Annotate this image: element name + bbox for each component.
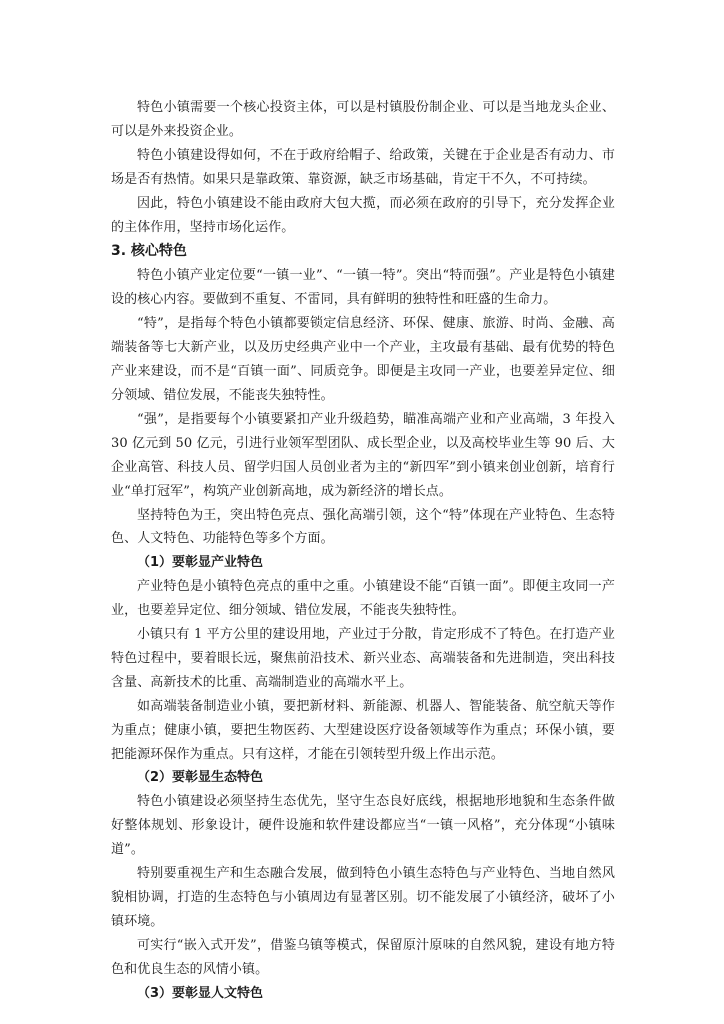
document-body xyxy=(111,96,615,1006)
subheading-ecology: （2）要彰显生态特色 xyxy=(137,770,264,786)
paragraph: 因此，特色小镇建设不能由政府大包大揽，而必须在政府的引导下，充分发挥企业的主体作用，坚持市场化运作。 xyxy=(111,195,615,235)
section-heading-core: 3. 核心特色 xyxy=(111,243,187,260)
paragraph: 坚持特色为王，突出特色亮点、强化高端引领，这个“特”体现在产业特色、生态特色、人文特色、功能特色等多个方面。 xyxy=(111,507,615,547)
paragraph: 如高端装备制造业小镇，要把新材料、新能源、机器人、智能装备、航空航天等作为重点；健康小镇，要把生物医药、大型建设医疗设备领域等作为重点；环保小镇，要把能源环保作为重点。只有这样，才能在引领转型升级上作出示范。 xyxy=(111,698,615,762)
subheading-culture: （3）要彰显人文特色 xyxy=(137,985,264,1001)
paragraph: “特”，是指每个特色小镇都要锁定信息经济、环保、健康、旅游、时尚、金融、高端装备等七大新产业，以及历史经典产业中一个产业，主攻最有基础、最有优势的特色产业来建设，而不是“百镇一面”、同质竞争。即便是主攻同一产业，也要差异定位、细分领域、错位发展，不能丧失独特性。 xyxy=(111,316,615,403)
paragraph: 特色小镇产业定位要“一镇一业”、“一镇一特”。突出“特而强”。产业是特色小镇建设的核心内容。要做到不重复、不雷同，具有鲜明的独特性和旺盛的生命力。 xyxy=(111,268,615,308)
paragraph: 小镇只有 1 平方公里的建设用地，产业过于分散，肯定形成不了特色。在打造产业特色过程中，要着眼长远，聚焦前沿技术、新兴业态、高端装备和先进制造，突出科技含量、高新技术的比重、高端制造业的高端水平上。 xyxy=(111,627,615,690)
paragraph: 特色小镇建设得如何，不在于政府给帽子、给政策，关键在于企业是否有动力、市场是否有热情。如果只是靠政策、靠资源，缺乏市场基础，肯定干不久，不可持续。 xyxy=(111,147,615,187)
paragraph: 特色小镇需要一个核心投资主体，可以是村镇股份制企业、可以是当地龙头企业、可以是外来投资企业。 xyxy=(111,100,615,139)
paragraph: 特别要重视生产和生态融合发展，做到特色小镇生态特色与产业特色、当地自然风貌相协调，打造的生态特色与小镇周边有显著区别。切不能发展了小镇经济，破坏了小镇环境。 xyxy=(111,866,615,929)
subheading-industry: （1）要彰显产业特色 xyxy=(137,555,264,571)
paragraph: 特色小镇建设必须坚持生态优先，坚守生态良好底线，根据地形地貌和生态条件做好整体规划、形象设计，硬件设施和软件建设都应当“一镇一风格”，充分体现“小镇味道”。 xyxy=(111,794,615,858)
paragraph: “强”，是指要每个小镇要紧扣产业升级趋势，瞄准高端产业和产业高端，3 年投入 30 亿元到 50 亿元，引进行业领军型团队、成长型企业，以及高校毕业生等 90 后、大企业高管、科技人员、留学归国人员创业者为主的“新四军”到小镇来创业创新，培育行业“单打冠军”，构筑产业创新高地，成为新经济的增长点。 xyxy=(111,411,615,499)
paragraph: 产业特色是小镇特色亮点的重中之重。小镇建设不能“百镇一面”。即便主攻同一产业，也要差异定位、细分领域、错位发展，不能丧失独特性。 xyxy=(111,579,615,619)
paragraph: 可实行“嵌入式开发”，借鉴乌镇等模式，保留原汁原味的自然风貌，建设有地方特色和优良生态的风情小镇。 xyxy=(111,937,615,977)
